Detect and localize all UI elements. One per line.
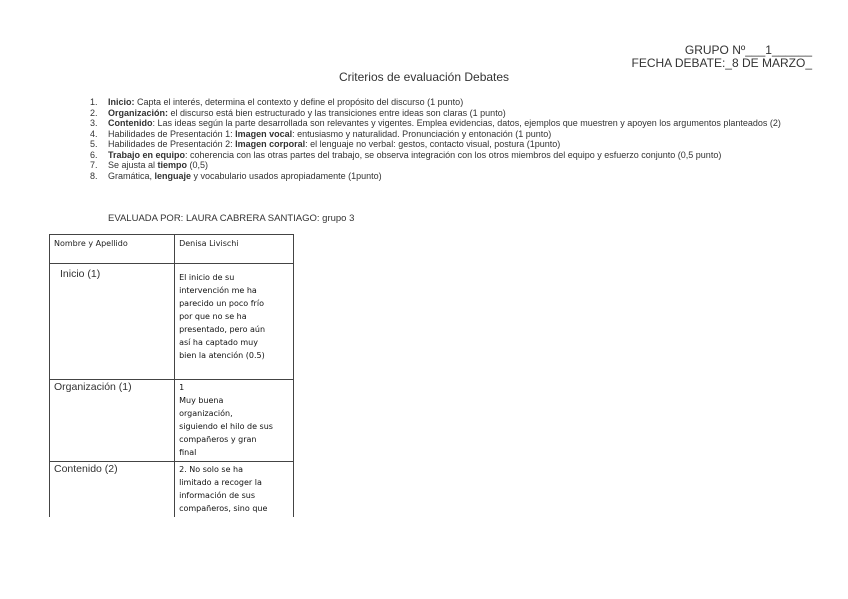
criteria-description: : coherencia con las otras partes del trabajo, se observa integración con los otros miembros del equipo y esfuerzo conjunto (0,5 punto) <box>185 149 722 160</box>
comment-line: compañeros y gran <box>179 435 257 444</box>
criteria-item <box>90 118 810 129</box>
table-row <box>50 462 294 518</box>
comment-line: organización, <box>179 409 233 418</box>
group-line: GRUPO Nº___1______ <box>684 43 812 57</box>
criteria-prefix: Habilidades de Presentación 2: <box>108 139 236 149</box>
comment-cell <box>175 380 294 462</box>
comment-line: Muy buena <box>179 396 224 405</box>
criteria-description: el discurso está bien estructurado y las transiciones entre ideas son claras (1 punto) <box>168 107 506 118</box>
table-header-row <box>50 235 294 264</box>
criteria-text <box>108 97 810 108</box>
evaluation-table <box>49 234 294 517</box>
criteria-text <box>108 118 810 129</box>
criteria-item <box>90 150 810 161</box>
criteria-description: : el lenguaje no verbal: gestos, contacto visual, postura (1punto) <box>305 139 561 149</box>
criteria-number: 2. <box>90 107 98 118</box>
comment-line: 2. No solo se ha <box>179 465 244 474</box>
criteria-number: 8. <box>90 170 98 181</box>
comment-line: parecido un poco frío <box>179 299 264 308</box>
comment-line: bien la atención (0.5) <box>179 351 265 360</box>
criteria-item <box>90 171 810 182</box>
criteria-description: y vocabulario usados apropiadamente (1punto) <box>191 170 382 181</box>
criteria-text <box>108 160 810 171</box>
comment-cell <box>175 462 294 518</box>
criteria-text <box>108 150 810 161</box>
criteria-keyword: Organización: <box>108 107 169 118</box>
criteria-keyword: lenguaje <box>154 170 192 181</box>
comment-line: 1 <box>179 383 185 392</box>
comment-line: información de sus <box>179 491 256 500</box>
criteria-list <box>90 97 810 181</box>
criterion-cell: Contenido (2) <box>50 462 175 518</box>
comment-line: así ha captado muy <box>179 338 258 347</box>
comment-cell <box>175 264 294 380</box>
criteria-text <box>108 129 810 140</box>
criteria-description: : entusiasmo y naturalidad. Pronunciación y entonación (1 punto) <box>292 128 552 139</box>
criteria-description: (0,5) <box>187 160 209 170</box>
criteria-number: 6. <box>90 149 98 160</box>
table-row <box>50 380 294 462</box>
page-title: Criterios de evaluación Debates <box>338 70 510 84</box>
criteria-prefix: Se ajusta al <box>108 160 158 170</box>
criteria-item <box>90 139 810 150</box>
comment-line: compañeros, sino que <box>179 504 268 513</box>
student-column-header: Denisa Livischi <box>175 235 294 264</box>
criteria-item <box>90 108 810 119</box>
comment-line: presentado, pero aún <box>179 325 266 334</box>
criterion-cell: Organización (1) <box>50 380 175 462</box>
criteria-text <box>108 171 810 182</box>
criteria-text <box>108 139 810 150</box>
criteria-prefix: Habilidades de Presentación 1: <box>108 128 236 139</box>
comment-line: final <box>179 448 197 457</box>
criteria-description: Capta el interés, determina el contexto y define el propósito del discurso (1 punto) <box>134 97 464 107</box>
comment-line: por que no se ha <box>179 312 247 321</box>
criteria-keyword: tiempo <box>157 160 188 170</box>
comment-line: El inicio de su <box>179 273 235 282</box>
comment-line: limitado a recoger la <box>179 478 262 487</box>
criteria-keyword: Imagen vocal <box>235 128 293 139</box>
criteria-prefix: Gramática, <box>108 170 155 181</box>
criteria-keyword: Contenido <box>108 118 153 128</box>
comment-line: intervención me ha <box>179 286 257 295</box>
criteria-description: : Las ideas según la parte desarrollada son relevantes y vigentes. Emplea evidencias, datos, ejemplos que muestren y apoyen los argumentos planteados (2) <box>152 118 781 128</box>
table-row <box>50 264 294 380</box>
name-column-header: Nombre y Apellido <box>50 235 175 264</box>
debate-date-line: FECHA DEBATE:_8 DE MARZO_ <box>631 56 812 70</box>
criteria-item <box>90 160 810 171</box>
criteria-number: 4. <box>90 128 98 139</box>
criteria-number: 1. <box>90 97 98 107</box>
criteria-keyword: Imagen corporal <box>235 139 306 149</box>
criteria-item <box>90 129 810 140</box>
document-header <box>632 44 813 70</box>
criteria-number: 5. <box>90 139 98 149</box>
criteria-keyword: Trabajo en equipo <box>108 149 186 160</box>
criteria-number: 3. <box>90 118 98 128</box>
criteria-item <box>90 97 810 108</box>
comment-line: siguiendo el hilo de sus <box>179 422 273 431</box>
evaluator-line: EVALUADA POR: LAURA CABRERA SANTIAGO: grupo 3 <box>108 213 355 224</box>
criterion-cell: Inicio (1) <box>50 264 175 380</box>
criteria-number: 7. <box>90 160 98 170</box>
criteria-text <box>108 108 810 119</box>
criteria-keyword: Inicio: <box>108 97 135 107</box>
